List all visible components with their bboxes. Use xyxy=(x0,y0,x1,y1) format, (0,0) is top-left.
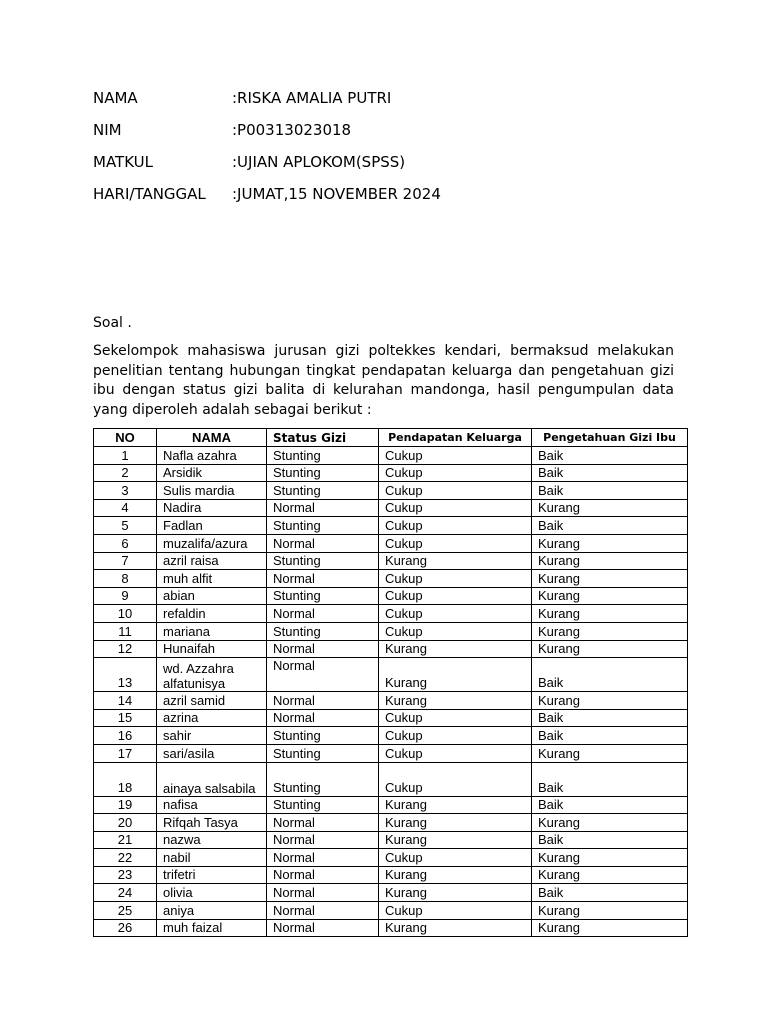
cell-pengetahuan: Baik xyxy=(532,464,688,482)
table-row xyxy=(94,814,688,832)
header-pendapatan-keluarga: Pendapatan Keluarga xyxy=(379,429,532,447)
cell-no: 18 xyxy=(94,762,157,796)
cell-status-gizi: Normal xyxy=(267,534,379,552)
cell-pendapatan: Cukup xyxy=(379,570,532,588)
cell-pendapatan: Cukup xyxy=(379,902,532,920)
table-row xyxy=(94,605,688,623)
cell-no: 6 xyxy=(94,534,157,552)
cell-pengetahuan: Kurang xyxy=(532,587,688,605)
cell-pendapatan: Cukup xyxy=(379,534,532,552)
cell-status-gizi: Stunting xyxy=(267,744,379,762)
cell-pengetahuan: Kurang xyxy=(532,570,688,588)
cell-pengetahuan: Kurang xyxy=(532,499,688,517)
cell-pengetahuan: Baik xyxy=(532,831,688,849)
cell-status-gizi: Stunting xyxy=(267,517,379,535)
table-row xyxy=(94,587,688,605)
cell-pendapatan: Cukup xyxy=(379,762,532,796)
table-row xyxy=(94,762,688,796)
table-row xyxy=(94,570,688,588)
cell-no: 11 xyxy=(94,622,157,640)
cell-no: 17 xyxy=(94,744,157,762)
table-row xyxy=(94,902,688,920)
cell-pendapatan: Cukup xyxy=(379,727,532,745)
cell-nama: muh alfit xyxy=(157,570,267,588)
cell-nama: azril raisa xyxy=(157,552,267,570)
cell-nama: Nadira xyxy=(157,499,267,517)
header-nama: NAMA xyxy=(157,429,267,447)
identity-value: :UJIAN APLOKOM(SPSS) xyxy=(232,153,406,171)
cell-no: 13 xyxy=(94,658,157,692)
cell-pengetahuan: Kurang xyxy=(532,605,688,623)
table-body xyxy=(94,447,688,937)
cell-status-gizi: Normal xyxy=(267,605,379,623)
cell-pendapatan: Kurang xyxy=(379,814,532,832)
cell-status-gizi: Normal xyxy=(267,709,379,727)
cell-pengetahuan: Baik xyxy=(532,658,688,692)
identity-value: :JUMAT,15 NOVEMBER 2024 xyxy=(232,185,441,203)
cell-no: 7 xyxy=(94,552,157,570)
cell-nama: aniya xyxy=(157,902,267,920)
table-row xyxy=(94,849,688,867)
cell-status-gizi: Normal xyxy=(267,814,379,832)
cell-status-gizi: Normal xyxy=(267,866,379,884)
table-row xyxy=(94,640,688,658)
cell-pengetahuan: Baik xyxy=(532,517,688,535)
cell-pengetahuan: Kurang xyxy=(532,919,688,937)
cell-no: 24 xyxy=(94,884,157,902)
identity-label: NIM xyxy=(93,121,122,139)
table-row xyxy=(94,744,688,762)
cell-pendapatan: Cukup xyxy=(379,605,532,623)
cell-nama: Sulis mardia xyxy=(157,482,267,500)
cell-pendapatan: Cukup xyxy=(379,587,532,605)
cell-no: 16 xyxy=(94,727,157,745)
cell-pendapatan: Cukup xyxy=(379,744,532,762)
cell-nama: Fadlan xyxy=(157,517,267,535)
cell-nama: azrina xyxy=(157,709,267,727)
cell-status-gizi: Normal xyxy=(267,658,379,692)
cell-no: 26 xyxy=(94,919,157,937)
cell-pendapatan: Kurang xyxy=(379,919,532,937)
header-pengetahuan-gizi-ibu: Pengetahuan Gizi Ibu xyxy=(532,429,688,447)
cell-status-gizi: Normal xyxy=(267,849,379,867)
cell-status-gizi: Stunting xyxy=(267,464,379,482)
cell-nama: muzalifa/azura xyxy=(157,534,267,552)
cell-status-gizi: Normal xyxy=(267,919,379,937)
cell-pendapatan: Kurang xyxy=(379,658,532,692)
cell-no: 23 xyxy=(94,866,157,884)
cell-status-gizi: Stunting xyxy=(267,727,379,745)
identity-label: NAMA xyxy=(93,89,138,107)
table-row xyxy=(94,447,688,465)
identity-label: MATKUL xyxy=(93,153,153,171)
cell-pendapatan: Kurang xyxy=(379,796,532,814)
header-no: NO xyxy=(94,429,157,447)
cell-pengetahuan: Baik xyxy=(532,884,688,902)
cell-pendapatan: Cukup xyxy=(379,464,532,482)
table-row xyxy=(94,464,688,482)
cell-nama: trifetri xyxy=(157,866,267,884)
cell-status-gizi: Normal xyxy=(267,570,379,588)
cell-no: 4 xyxy=(94,499,157,517)
header-status-gizi: Status Gizi xyxy=(267,429,379,447)
cell-pendapatan: Cukup xyxy=(379,499,532,517)
cell-no: 5 xyxy=(94,517,157,535)
identity-value: :P00313023018 xyxy=(232,121,352,139)
cell-nama: Arsidik xyxy=(157,464,267,482)
table-row xyxy=(94,499,688,517)
cell-no: 19 xyxy=(94,796,157,814)
data-table xyxy=(93,428,688,937)
cell-pengetahuan: Baik xyxy=(532,447,688,465)
cell-nama: sari/asila xyxy=(157,744,267,762)
cell-pendapatan: Cukup xyxy=(379,447,532,465)
cell-no: 10 xyxy=(94,605,157,623)
cell-status-gizi: Stunting xyxy=(267,447,379,465)
identity-value: :RISKA AMALIA PUTRI xyxy=(232,89,392,107)
cell-pengetahuan: Kurang xyxy=(532,552,688,570)
cell-nama: Rifqah Tasya xyxy=(157,814,267,832)
cell-no: 12 xyxy=(94,640,157,658)
table-row xyxy=(94,709,688,727)
cell-status-gizi: Stunting xyxy=(267,622,379,640)
cell-status-gizi: Normal xyxy=(267,640,379,658)
cell-no: 14 xyxy=(94,692,157,710)
cell-pengetahuan: Kurang xyxy=(532,814,688,832)
cell-pengetahuan: Baik xyxy=(532,709,688,727)
cell-status-gizi: Stunting xyxy=(267,587,379,605)
table-row xyxy=(94,482,688,500)
table-row xyxy=(94,727,688,745)
cell-status-gizi: Normal xyxy=(267,831,379,849)
identity-label: HARI/TANGGAL xyxy=(93,185,206,203)
cell-status-gizi: Stunting xyxy=(267,552,379,570)
cell-nama: nafisa xyxy=(157,796,267,814)
cell-nama: ainaya salsabila xyxy=(157,762,267,796)
table-row xyxy=(94,517,688,535)
cell-pendapatan: Kurang xyxy=(379,692,532,710)
table-row xyxy=(94,658,688,692)
cell-pengetahuan: Kurang xyxy=(532,622,688,640)
table-row xyxy=(94,796,688,814)
cell-nama: refaldin xyxy=(157,605,267,623)
cell-nama: azril samid xyxy=(157,692,267,710)
table-header-row xyxy=(94,429,688,447)
cell-nama: mariana xyxy=(157,622,267,640)
cell-status-gizi: Stunting xyxy=(267,762,379,796)
table-row xyxy=(94,622,688,640)
cell-no: 22 xyxy=(94,849,157,867)
cell-no: 25 xyxy=(94,902,157,920)
table-row xyxy=(94,831,688,849)
cell-pendapatan: Cukup xyxy=(379,517,532,535)
cell-pendapatan: Kurang xyxy=(379,866,532,884)
cell-pengetahuan: Kurang xyxy=(532,692,688,710)
cell-nama: olivia xyxy=(157,884,267,902)
cell-status-gizi: Normal xyxy=(267,499,379,517)
cell-pendapatan: Kurang xyxy=(379,640,532,658)
cell-no: 21 xyxy=(94,831,157,849)
cell-pengetahuan: Kurang xyxy=(532,849,688,867)
table-row xyxy=(94,919,688,937)
table-row xyxy=(94,552,688,570)
cell-no: 8 xyxy=(94,570,157,588)
cell-nama: wd. Azzahra alfatunisya xyxy=(157,658,267,692)
cell-pengetahuan: Kurang xyxy=(532,866,688,884)
cell-pendapatan: Cukup xyxy=(379,622,532,640)
cell-status-gizi: Stunting xyxy=(267,482,379,500)
cell-pengetahuan: Baik xyxy=(532,482,688,500)
cell-nama: Hunaifah xyxy=(157,640,267,658)
cell-pendapatan: Cukup xyxy=(379,709,532,727)
cell-no: 9 xyxy=(94,587,157,605)
cell-status-gizi: Stunting xyxy=(267,796,379,814)
cell-pengetahuan: Kurang xyxy=(532,902,688,920)
cell-nama: nazwa xyxy=(157,831,267,849)
soal-label: Soal . xyxy=(93,315,132,331)
cell-pendapatan: Kurang xyxy=(379,884,532,902)
cell-no: 20 xyxy=(94,814,157,832)
cell-status-gizi: Normal xyxy=(267,902,379,920)
cell-no: 15 xyxy=(94,709,157,727)
cell-pengetahuan: Baik xyxy=(532,796,688,814)
cell-no: 2 xyxy=(94,464,157,482)
cell-status-gizi: Normal xyxy=(267,884,379,902)
cell-pendapatan: Kurang xyxy=(379,831,532,849)
cell-pengetahuan: Baik xyxy=(532,727,688,745)
table-row xyxy=(94,866,688,884)
cell-pengetahuan: Kurang xyxy=(532,534,688,552)
cell-nama: Nafla azahra xyxy=(157,447,267,465)
cell-nama: sahir xyxy=(157,727,267,745)
cell-nama: abian xyxy=(157,587,267,605)
cell-no: 3 xyxy=(94,482,157,500)
cell-status-gizi: Normal xyxy=(267,692,379,710)
cell-pendapatan: Kurang xyxy=(379,552,532,570)
cell-pendapatan: Cukup xyxy=(379,482,532,500)
table-row xyxy=(94,692,688,710)
cell-nama: nabil xyxy=(157,849,267,867)
cell-pendapatan: Cukup xyxy=(379,849,532,867)
cell-pengetahuan: Kurang xyxy=(532,744,688,762)
table-row xyxy=(94,884,688,902)
cell-pengetahuan: Baik xyxy=(532,762,688,796)
cell-nama: muh faizal xyxy=(157,919,267,937)
cell-no: 1 xyxy=(94,447,157,465)
table-row xyxy=(94,534,688,552)
cell-pengetahuan: Kurang xyxy=(532,640,688,658)
question-paragraph: Sekelompok mahasiswa jurusan gizi poltekkes kendari, bermaksud melakukan penelitian tentang hubungan tingkat pendapatan keluarga dan pengetahuan gizi ibu dengan status gizi balita di kelurahan mandonga, hasil pengumpulan data yang diperoleh adalah sebagai berikut : xyxy=(93,343,674,418)
